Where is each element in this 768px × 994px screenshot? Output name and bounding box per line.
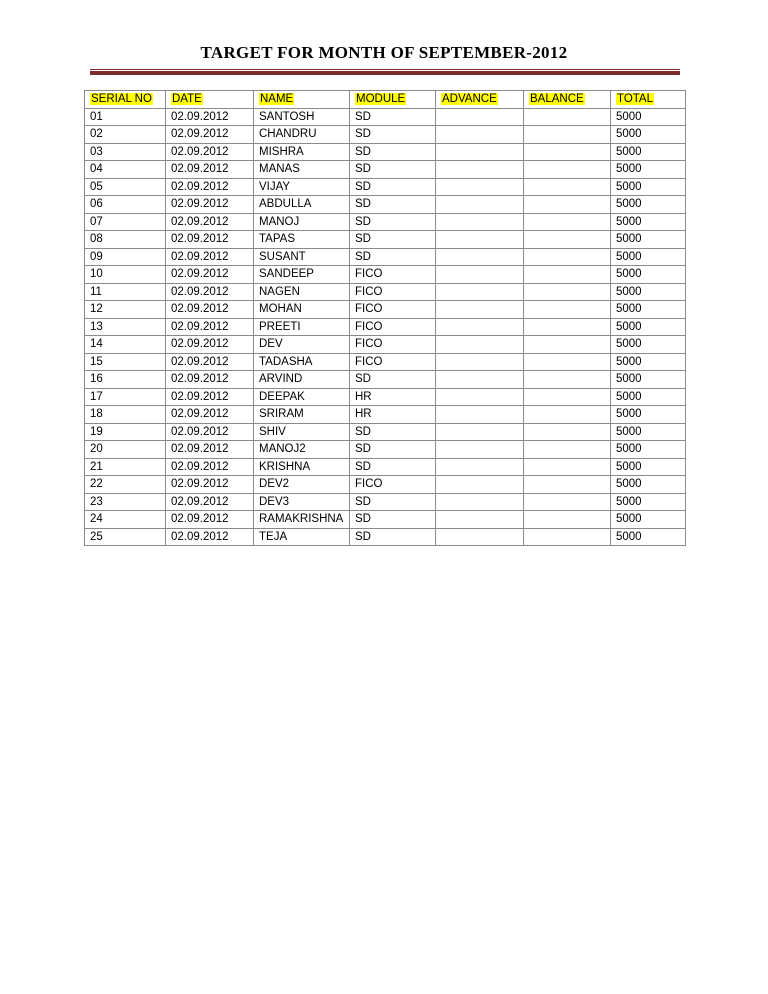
cell-name: TAPAS xyxy=(254,231,350,249)
title-underline-thin xyxy=(90,69,680,70)
cell-serial-no: 19 xyxy=(85,423,166,441)
header-date: DATE xyxy=(166,91,254,109)
cell-advance xyxy=(436,406,524,424)
cell-balance xyxy=(524,493,611,511)
cell-date: 02.09.2012 xyxy=(166,458,254,476)
table-row xyxy=(85,528,686,546)
title-underline-thick xyxy=(90,71,680,75)
cell-total: 5000 xyxy=(611,441,686,459)
cell-name: MANOJ xyxy=(254,213,350,231)
table-row xyxy=(85,213,686,231)
cell-serial-no: 23 xyxy=(85,493,166,511)
cell-serial-no: 01 xyxy=(85,108,166,126)
cell-date: 02.09.2012 xyxy=(166,388,254,406)
cell-balance xyxy=(524,248,611,266)
cell-balance xyxy=(524,388,611,406)
cell-balance xyxy=(524,126,611,144)
cell-serial-no: 07 xyxy=(85,213,166,231)
cell-module: SD xyxy=(350,178,436,196)
table-row xyxy=(85,178,686,196)
table-row xyxy=(85,353,686,371)
table-row xyxy=(85,406,686,424)
cell-name: MANOJ2 xyxy=(254,441,350,459)
cell-module: SD xyxy=(350,196,436,214)
cell-date: 02.09.2012 xyxy=(166,161,254,179)
cell-advance xyxy=(436,476,524,494)
cell-module: SD xyxy=(350,213,436,231)
cell-total: 5000 xyxy=(611,511,686,529)
table-row xyxy=(85,196,686,214)
cell-total: 5000 xyxy=(611,406,686,424)
header-total: TOTAL xyxy=(611,91,686,109)
header-balance: BALANCE xyxy=(524,91,611,109)
cell-advance xyxy=(436,353,524,371)
cell-name: DEEPAK xyxy=(254,388,350,406)
cell-module: FICO xyxy=(350,318,436,336)
cell-name: NAGEN xyxy=(254,283,350,301)
cell-total: 5000 xyxy=(611,336,686,354)
cell-date: 02.09.2012 xyxy=(166,441,254,459)
cell-module: SD xyxy=(350,511,436,529)
cell-balance xyxy=(524,528,611,546)
cell-advance xyxy=(436,423,524,441)
cell-module: FICO xyxy=(350,266,436,284)
cell-module: SD xyxy=(350,458,436,476)
cell-date: 02.09.2012 xyxy=(166,266,254,284)
cell-serial-no: 21 xyxy=(85,458,166,476)
cell-advance xyxy=(436,143,524,161)
table-row xyxy=(85,108,686,126)
cell-date: 02.09.2012 xyxy=(166,143,254,161)
cell-advance xyxy=(436,126,524,144)
cell-balance xyxy=(524,441,611,459)
cell-total: 5000 xyxy=(611,318,686,336)
cell-advance xyxy=(436,266,524,284)
cell-total: 5000 xyxy=(611,108,686,126)
page-title: TARGET FOR MONTH OF SEPTEMBER-2012 xyxy=(200,43,568,62)
cell-total: 5000 xyxy=(611,301,686,319)
cell-advance xyxy=(436,458,524,476)
cell-total: 5000 xyxy=(611,196,686,214)
cell-module: FICO xyxy=(350,283,436,301)
cell-serial-no: 15 xyxy=(85,353,166,371)
cell-name: KRISHNA xyxy=(254,458,350,476)
table-row xyxy=(85,283,686,301)
cell-serial-no: 10 xyxy=(85,266,166,284)
cell-serial-no: 17 xyxy=(85,388,166,406)
cell-date: 02.09.2012 xyxy=(166,108,254,126)
cell-module: FICO xyxy=(350,301,436,319)
table-row xyxy=(85,493,686,511)
cell-date: 02.09.2012 xyxy=(166,476,254,494)
table-row xyxy=(85,511,686,529)
cell-total: 5000 xyxy=(611,126,686,144)
cell-name: ABDULLA xyxy=(254,196,350,214)
cell-module: SD xyxy=(350,371,436,389)
cell-balance xyxy=(524,353,611,371)
cell-date: 02.09.2012 xyxy=(166,528,254,546)
table-row xyxy=(85,458,686,476)
table-row xyxy=(85,126,686,144)
cell-balance xyxy=(524,371,611,389)
cell-advance xyxy=(436,231,524,249)
cell-date: 02.09.2012 xyxy=(166,511,254,529)
cell-date: 02.09.2012 xyxy=(166,283,254,301)
cell-module: FICO xyxy=(350,353,436,371)
cell-balance xyxy=(524,301,611,319)
cell-name: DEV3 xyxy=(254,493,350,511)
cell-total: 5000 xyxy=(611,371,686,389)
cell-module: SD xyxy=(350,248,436,266)
cell-advance xyxy=(436,283,524,301)
table-row xyxy=(85,266,686,284)
table-row xyxy=(85,388,686,406)
table-row xyxy=(85,336,686,354)
cell-module: SD xyxy=(350,231,436,249)
cell-serial-no: 16 xyxy=(85,371,166,389)
cell-name: MANAS xyxy=(254,161,350,179)
cell-name: SANDEEP xyxy=(254,266,350,284)
cell-module: SD xyxy=(350,108,436,126)
cell-serial-no: 12 xyxy=(85,301,166,319)
cell-advance xyxy=(436,108,524,126)
cell-balance xyxy=(524,108,611,126)
cell-total: 5000 xyxy=(611,248,686,266)
cell-balance xyxy=(524,196,611,214)
cell-name: VIJAY xyxy=(254,178,350,196)
cell-date: 02.09.2012 xyxy=(166,213,254,231)
cell-name: MOHAN xyxy=(254,301,350,319)
table-row xyxy=(85,143,686,161)
cell-balance xyxy=(524,231,611,249)
table-row xyxy=(85,476,686,494)
cell-total: 5000 xyxy=(611,388,686,406)
cell-date: 02.09.2012 xyxy=(166,371,254,389)
header-serial-no: SERIAL NO xyxy=(85,91,166,109)
cell-name: CHANDRU xyxy=(254,126,350,144)
cell-serial-no: 25 xyxy=(85,528,166,546)
cell-balance xyxy=(524,336,611,354)
cell-module: SD xyxy=(350,528,436,546)
cell-total: 5000 xyxy=(611,283,686,301)
cell-name: SUSANT xyxy=(254,248,350,266)
cell-balance xyxy=(524,143,611,161)
cell-name: TADASHA xyxy=(254,353,350,371)
cell-module: SD xyxy=(350,493,436,511)
cell-serial-no: 24 xyxy=(85,511,166,529)
cell-total: 5000 xyxy=(611,458,686,476)
cell-serial-no: 04 xyxy=(85,161,166,179)
cell-date: 02.09.2012 xyxy=(166,231,254,249)
cell-serial-no: 06 xyxy=(85,196,166,214)
cell-name: TEJA xyxy=(254,528,350,546)
cell-name: SHIV xyxy=(254,423,350,441)
cell-serial-no: 13 xyxy=(85,318,166,336)
cell-date: 02.09.2012 xyxy=(166,493,254,511)
cell-module: HR xyxy=(350,406,436,424)
cell-balance xyxy=(524,406,611,424)
cell-name: DEV xyxy=(254,336,350,354)
cell-balance xyxy=(524,511,611,529)
cell-serial-no: 18 xyxy=(85,406,166,424)
table-header-row xyxy=(85,91,686,109)
cell-balance xyxy=(524,178,611,196)
cell-name: PREETI xyxy=(254,318,350,336)
cell-date: 02.09.2012 xyxy=(166,178,254,196)
cell-total: 5000 xyxy=(611,423,686,441)
cell-balance xyxy=(524,318,611,336)
cell-advance xyxy=(436,388,524,406)
cell-name: MISHRA xyxy=(254,143,350,161)
table-row xyxy=(85,423,686,441)
cell-module: SD xyxy=(350,126,436,144)
cell-advance xyxy=(436,178,524,196)
cell-serial-no: 11 xyxy=(85,283,166,301)
cell-advance xyxy=(436,248,524,266)
cell-advance xyxy=(436,196,524,214)
cell-serial-no: 09 xyxy=(85,248,166,266)
table-row xyxy=(85,318,686,336)
header-advance: ADVANCE xyxy=(436,91,524,109)
cell-advance xyxy=(436,318,524,336)
cell-balance xyxy=(524,266,611,284)
cell-module: SD xyxy=(350,143,436,161)
cell-total: 5000 xyxy=(611,231,686,249)
cell-total: 5000 xyxy=(611,178,686,196)
cell-module: SD xyxy=(350,441,436,459)
cell-total: 5000 xyxy=(611,528,686,546)
table-row xyxy=(85,231,686,249)
cell-advance xyxy=(436,493,524,511)
table-row xyxy=(85,371,686,389)
cell-advance xyxy=(436,336,524,354)
cell-total: 5000 xyxy=(611,143,686,161)
cell-serial-no: 08 xyxy=(85,231,166,249)
table-row xyxy=(85,161,686,179)
cell-name: SANTOSH xyxy=(254,108,350,126)
cell-advance xyxy=(436,213,524,231)
cell-module: HR xyxy=(350,388,436,406)
cell-date: 02.09.2012 xyxy=(166,423,254,441)
cell-name: SRIRAM xyxy=(254,406,350,424)
cell-serial-no: 14 xyxy=(85,336,166,354)
cell-module: SD xyxy=(350,423,436,441)
cell-total: 5000 xyxy=(611,161,686,179)
cell-balance xyxy=(524,213,611,231)
cell-module: FICO xyxy=(350,476,436,494)
cell-advance xyxy=(436,528,524,546)
cell-serial-no: 20 xyxy=(85,441,166,459)
cell-advance xyxy=(436,511,524,529)
cell-name: RAMAKRISHNA xyxy=(254,511,350,529)
header-module: MODULE xyxy=(350,91,436,109)
cell-advance xyxy=(436,301,524,319)
cell-total: 5000 xyxy=(611,353,686,371)
cell-advance xyxy=(436,441,524,459)
cell-serial-no: 22 xyxy=(85,476,166,494)
table-body xyxy=(85,108,686,546)
cell-date: 02.09.2012 xyxy=(166,301,254,319)
cell-advance xyxy=(436,161,524,179)
cell-serial-no: 03 xyxy=(85,143,166,161)
header-name: NAME xyxy=(254,91,350,109)
cell-serial-no: 05 xyxy=(85,178,166,196)
cell-name: DEV2 xyxy=(254,476,350,494)
cell-date: 02.09.2012 xyxy=(166,318,254,336)
cell-serial-no: 02 xyxy=(85,126,166,144)
cell-total: 5000 xyxy=(611,493,686,511)
cell-date: 02.09.2012 xyxy=(166,126,254,144)
table-row xyxy=(85,248,686,266)
table-row xyxy=(85,441,686,459)
cell-total: 5000 xyxy=(611,266,686,284)
cell-balance xyxy=(524,476,611,494)
cell-balance xyxy=(524,458,611,476)
cell-total: 5000 xyxy=(611,213,686,231)
cell-date: 02.09.2012 xyxy=(166,196,254,214)
cell-balance xyxy=(524,423,611,441)
cell-date: 02.09.2012 xyxy=(166,406,254,424)
cell-date: 02.09.2012 xyxy=(166,336,254,354)
cell-module: FICO xyxy=(350,336,436,354)
cell-date: 02.09.2012 xyxy=(166,353,254,371)
cell-module: SD xyxy=(350,161,436,179)
target-table xyxy=(84,90,686,546)
cell-balance xyxy=(524,283,611,301)
cell-advance xyxy=(436,371,524,389)
cell-name: ARVIND xyxy=(254,371,350,389)
cell-balance xyxy=(524,161,611,179)
cell-date: 02.09.2012 xyxy=(166,248,254,266)
cell-total: 5000 xyxy=(611,476,686,494)
table-row xyxy=(85,301,686,319)
